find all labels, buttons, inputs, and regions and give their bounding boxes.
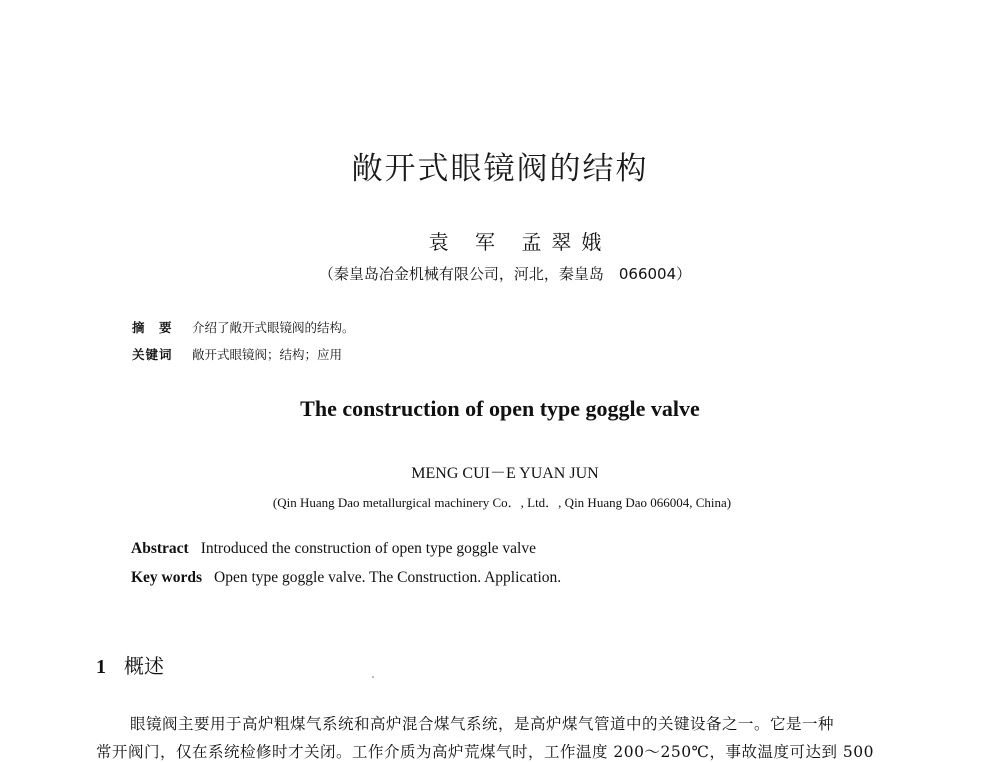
abstract-chinese [132,318,355,336]
abstract-chinese-text: 介绍了敞开式眼镜阀的结构。 [192,320,355,335]
keywords-chinese [132,345,342,363]
body-line: 常开阀门，仅在系统检修时才关闭。工作介质为高炉荒煤气时，工作温度 200～250℃，事故温度可达到 500 [96,743,874,761]
keywords-english-text: Open type goggle valve. The Construction. Application. [214,569,562,586]
section-title: 概述 [124,654,164,678]
keywords-english-label: Key words [131,569,203,586]
authors-chinese: 袁 军 孟翠娥 [428,230,612,254]
abstract-english-text: Introduced the construction of open type goggle valve [200,540,536,557]
abstract-english [131,540,536,558]
abstract-chinese-label: 摘 要 [132,320,173,335]
authors-english: MENG CUI－E YUAN JUN [411,465,599,482]
section-number: 1 [96,656,106,678]
title-chinese: 敞开式眼镜阀的结构 [351,151,649,187]
section-heading [96,650,164,679]
affiliation-chinese: （秦皇岛冶金机械有限公司，河北，秦皇岛 066004） [318,265,692,283]
keywords-chinese-text: 敞开式眼镜阀；结构；应用 [192,347,343,362]
scan-speck [372,676,374,678]
title-english: The construction of open type goggle valve [300,396,700,421]
body-line: 眼镜阀主要用于高炉粗煤气系统和高炉混合煤气系统，是高炉煤气管道中的关键设备之一。它是一种 [130,715,835,733]
affiliation-english: (Qin Huang Dao metallurgical machinery Co．, Ltd．, Qin Huang Dao 066004, China) [272,495,732,510]
abstract-english-label: Abstract [131,540,189,557]
keywords-english [131,569,561,587]
keywords-chinese-label: 关键词 [132,347,173,362]
